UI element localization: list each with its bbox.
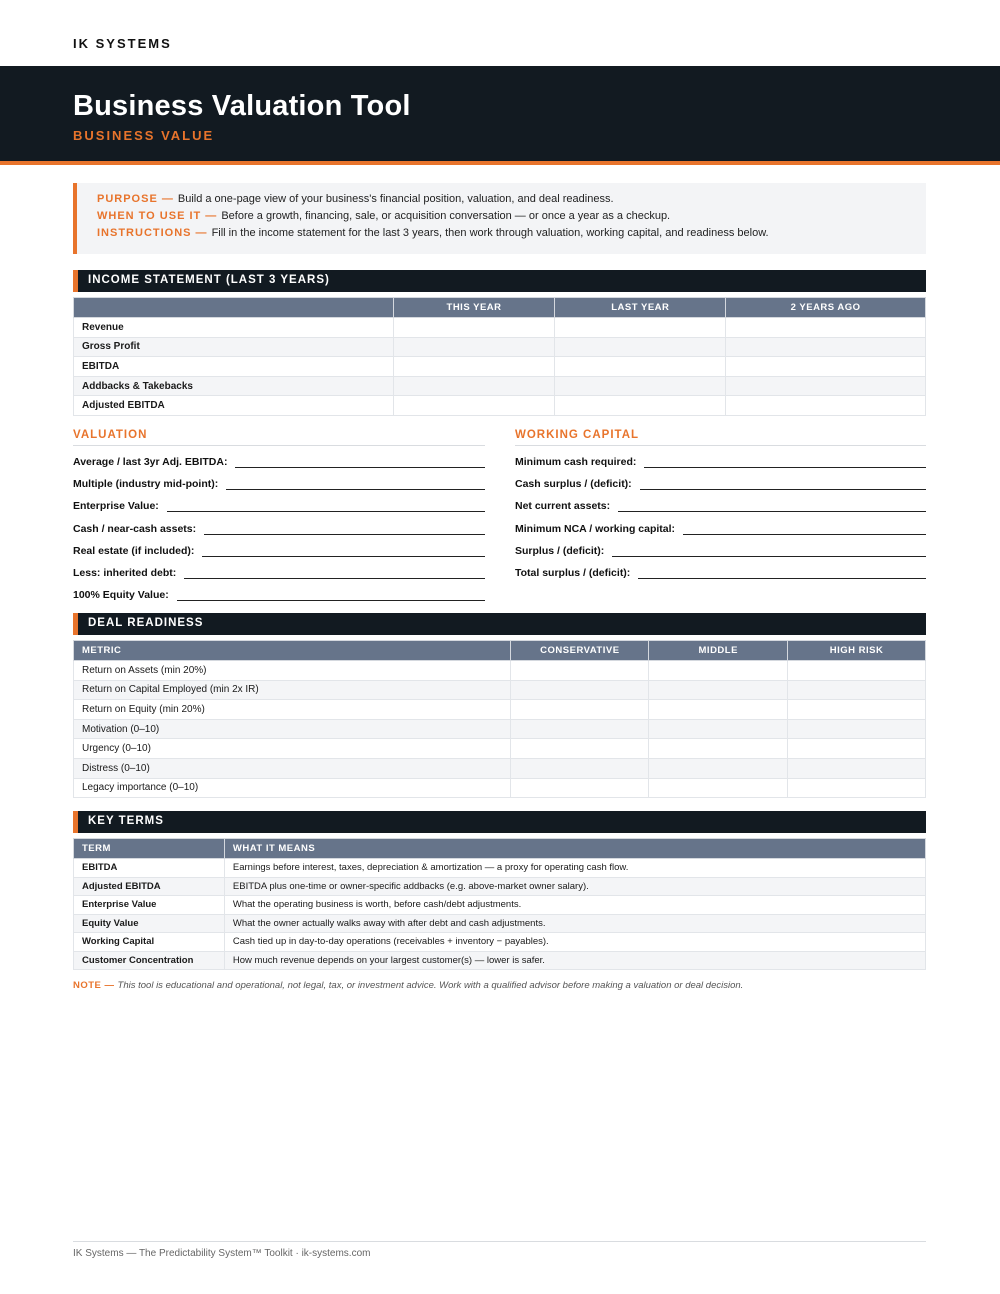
valuation-field-label: 100% Equity Value: xyxy=(73,589,169,602)
working-capital-field xyxy=(515,498,926,512)
deal-row-metric: Return on Capital Employed (min 2x IR) xyxy=(74,680,511,700)
valuation-field-label: Enterprise Value: xyxy=(73,500,159,513)
intro-label: WHEN TO USE IT — xyxy=(97,210,218,222)
deal-row xyxy=(74,719,926,739)
deal-col-high-risk: HIGH RISK xyxy=(788,641,926,661)
terms-col-meaning: WHAT IT MEANS xyxy=(224,839,925,859)
deal-cell-conservative[interactable] xyxy=(511,719,649,739)
income-row-label: Revenue xyxy=(74,318,394,338)
valuation-rule xyxy=(73,445,485,446)
income-cell-two-years-ago[interactable] xyxy=(726,376,926,396)
valuation-field xyxy=(73,587,485,601)
income-cell-last-year[interactable] xyxy=(555,337,726,357)
deal-cell-conservative[interactable] xyxy=(511,700,649,720)
term-row xyxy=(74,914,926,933)
term-row xyxy=(74,933,926,952)
income-row-label: Adjusted EBITDA xyxy=(74,396,394,416)
note-text: This tool is educational and operational, not legal, tax, or investment advice. Work with a qualified advisor before making a valuation or deal decision. xyxy=(117,980,744,991)
valuation-field-input[interactable] xyxy=(226,480,485,490)
working-capital-field-input[interactable] xyxy=(612,547,926,557)
valuation-field-input[interactable] xyxy=(204,525,485,535)
deal-row xyxy=(74,680,926,700)
term-meaning: What the owner actually walks away with after debt and cash adjustments. xyxy=(224,914,925,933)
valuation-field xyxy=(73,521,485,535)
income-cell-this-year[interactable] xyxy=(393,396,555,416)
income-row-label: EBITDA xyxy=(74,357,394,377)
intro-label: INSTRUCTIONS — xyxy=(97,227,208,239)
working-capital-field-label: Total surplus / (deficit): xyxy=(515,567,631,579)
intro-text: Fill in the income statement for the last 3 years, then work through valuation, working capital, and readiness below. xyxy=(211,227,769,239)
valuation-field-label: Average / last 3yr Adj. EBITDA: xyxy=(73,456,228,468)
intro-when xyxy=(97,210,926,227)
term-meaning: Cash tied up in day-to-day operations (receivables + inventory − payables). xyxy=(224,933,925,952)
income-cell-last-year[interactable] xyxy=(555,396,726,416)
working-capital-field-input[interactable] xyxy=(683,525,926,535)
term-name: Adjusted EBITDA xyxy=(74,877,225,896)
income-row xyxy=(74,318,926,338)
valuation-heading: VALUATION xyxy=(73,429,148,441)
income-cell-last-year[interactable] xyxy=(555,318,726,338)
working-capital-field-input[interactable] xyxy=(644,458,926,468)
working-capital-field-input[interactable] xyxy=(640,480,926,490)
term-name: Equity Value xyxy=(74,914,225,933)
working-capital-field-label: Minimum NCA / working capital: xyxy=(515,522,676,535)
deal-cell-high-risk[interactable] xyxy=(788,758,926,778)
deal-col-metric: METRIC xyxy=(74,641,511,661)
valuation-field xyxy=(73,498,485,512)
deal-cell-middle[interactable] xyxy=(649,739,788,759)
deal-cell-conservative[interactable] xyxy=(511,778,649,798)
working-capital-field-label: Cash surplus / (deficit): xyxy=(515,478,632,491)
income-cell-this-year[interactable] xyxy=(393,357,555,377)
deal-row-metric: Distress (0–10) xyxy=(74,758,511,778)
term-row xyxy=(74,896,926,915)
deal-row xyxy=(74,739,926,759)
page-footer: IK Systems — The Predictability System™ Toolkit · ik-systems.com xyxy=(73,1248,371,1259)
working-capital-field xyxy=(515,543,926,557)
deal-cell-high-risk[interactable] xyxy=(788,680,926,700)
brand-wordmark: IK SYSTEMS xyxy=(73,36,172,51)
term-meaning: EBITDA plus one-time or owner-specific addbacks (e.g. above-market owner salary). xyxy=(224,877,925,896)
income-row xyxy=(74,376,926,396)
deal-col-conservative: CONSERVATIVE xyxy=(511,641,649,661)
deal-cell-conservative[interactable] xyxy=(511,680,649,700)
income-row xyxy=(74,337,926,357)
income-cell-two-years-ago[interactable] xyxy=(726,337,926,357)
deal-cell-middle[interactable] xyxy=(649,700,788,720)
deal-cell-middle[interactable] xyxy=(649,719,788,739)
deal-row xyxy=(74,661,926,681)
income-cell-this-year[interactable] xyxy=(393,318,555,338)
income-cell-this-year[interactable] xyxy=(393,337,555,357)
intro-text: Before a growth, financing, sale, or acquisition conversation — or once a year as a checkup. xyxy=(221,210,671,222)
income-cell-two-years-ago[interactable] xyxy=(726,318,926,338)
income-row-label: Gross Profit xyxy=(74,337,394,357)
deal-cell-conservative[interactable] xyxy=(511,739,649,759)
terms-col-term: TERM xyxy=(74,839,225,859)
valuation-field xyxy=(73,543,485,557)
working-capital-field xyxy=(515,565,926,579)
note-label: NOTE — xyxy=(73,980,115,991)
deal-row-metric: Return on Assets (min 20%) xyxy=(74,661,511,681)
deal-row xyxy=(74,700,926,720)
term-meaning: How much revenue depends on your largest customer(s) — lower is safer. xyxy=(224,951,925,970)
terms-table xyxy=(73,838,926,970)
income-cell-last-year[interactable] xyxy=(555,357,726,377)
valuation-field-input[interactable] xyxy=(177,591,485,601)
deal-section-header: DEAL READINESS xyxy=(73,613,926,635)
working-capital-field-input[interactable] xyxy=(638,569,926,579)
valuation-field-input[interactable] xyxy=(184,569,485,579)
working-capital-field-input[interactable] xyxy=(618,502,926,512)
income-table xyxy=(73,297,926,416)
valuation-field xyxy=(73,565,485,579)
income-cell-last-year[interactable] xyxy=(555,376,726,396)
term-name: Customer Concentration xyxy=(74,951,225,970)
working-capital-rule xyxy=(515,445,926,446)
deal-cell-conservative[interactable] xyxy=(511,661,649,681)
deal-row-metric: Urgency (0–10) xyxy=(74,739,511,759)
valuation-field-input[interactable] xyxy=(235,458,485,468)
intro-label: PURPOSE — xyxy=(97,193,174,205)
deal-cell-middle[interactable] xyxy=(649,661,788,681)
deal-cell-high-risk[interactable] xyxy=(788,778,926,798)
income-section-header: INCOME STATEMENT (LAST 3 YEARS) xyxy=(73,270,926,292)
valuation-field-label: Less: inherited debt: xyxy=(73,567,177,579)
deal-cell-high-risk[interactable] xyxy=(788,661,926,681)
term-row xyxy=(74,859,926,878)
valuation-field-input[interactable] xyxy=(167,502,485,512)
valuation-field-input[interactable] xyxy=(202,547,485,557)
working-capital-field xyxy=(515,521,926,535)
income-row xyxy=(74,396,926,416)
term-name: Enterprise Value xyxy=(74,896,225,915)
valuation-field-label: Cash / near-cash assets: xyxy=(73,522,197,535)
deal-cell-middle[interactable] xyxy=(649,758,788,778)
income-cell-this-year[interactable] xyxy=(393,376,555,396)
income-col-last-year: LAST YEAR xyxy=(555,298,726,318)
deal-cell-middle[interactable] xyxy=(649,680,788,700)
income-cell-two-years-ago[interactable] xyxy=(726,396,926,416)
income-col-label xyxy=(74,298,394,318)
deal-cell-high-risk[interactable] xyxy=(788,700,926,720)
deal-row xyxy=(74,778,926,798)
working-capital-field xyxy=(515,476,926,490)
terms-section-header: KEY TERMS xyxy=(73,811,926,833)
intro-purpose xyxy=(97,193,926,210)
deal-row-metric: Motivation (0–10) xyxy=(74,719,511,739)
term-meaning: What the operating business is worth, before cash/debt adjustments. xyxy=(224,896,925,915)
income-row xyxy=(74,357,926,377)
income-col-this-year: THIS YEAR xyxy=(393,298,555,318)
deal-row-metric: Return on Equity (min 20%) xyxy=(74,700,511,720)
valuation-field xyxy=(73,476,485,490)
deal-cell-high-risk[interactable] xyxy=(788,739,926,759)
term-name: EBITDA xyxy=(74,859,225,878)
intro-box xyxy=(73,183,926,254)
deal-row-metric: Legacy importance (0–10) xyxy=(74,778,511,798)
deal-table xyxy=(73,640,926,798)
page-title: Business Valuation Tool xyxy=(73,90,411,122)
working-capital-field-label: Minimum cash required: xyxy=(515,456,637,468)
valuation-field-label: Multiple (industry mid-point): xyxy=(73,478,219,491)
disclaimer-note xyxy=(73,980,743,991)
term-row xyxy=(74,877,926,896)
valuation-field-label: Real estate (if included): xyxy=(73,544,195,557)
income-col-two-years-ago: 2 YEARS AGO xyxy=(726,298,926,318)
deal-row xyxy=(74,758,926,778)
term-row xyxy=(74,951,926,970)
working-capital-field-label: Net current assets: xyxy=(515,500,611,513)
header-accent-bar xyxy=(0,161,1000,165)
valuation-field xyxy=(73,454,485,468)
working-capital-heading: WORKING CAPITAL xyxy=(515,429,640,441)
deal-cell-conservative[interactable] xyxy=(511,758,649,778)
footer-rule xyxy=(73,1241,926,1242)
working-capital-field-label: Surplus / (deficit): xyxy=(515,544,605,557)
deal-cell-high-risk[interactable] xyxy=(788,719,926,739)
term-meaning: Earnings before interest, taxes, depreciation & amortization — a proxy for operating cash flow. xyxy=(224,859,925,878)
term-name: Working Capital xyxy=(74,933,225,952)
income-cell-two-years-ago[interactable] xyxy=(726,357,926,377)
intro-instructions xyxy=(97,227,926,244)
deal-cell-middle[interactable] xyxy=(649,778,788,798)
working-capital-field xyxy=(515,454,926,468)
income-row-label: Addbacks & Takebacks xyxy=(74,376,394,396)
intro-text: Build a one-page view of your business's financial position, valuation, and deal readiness. xyxy=(177,193,614,205)
deal-col-middle: MIDDLE xyxy=(649,641,788,661)
page-subtitle: BUSINESS VALUE xyxy=(73,128,215,143)
